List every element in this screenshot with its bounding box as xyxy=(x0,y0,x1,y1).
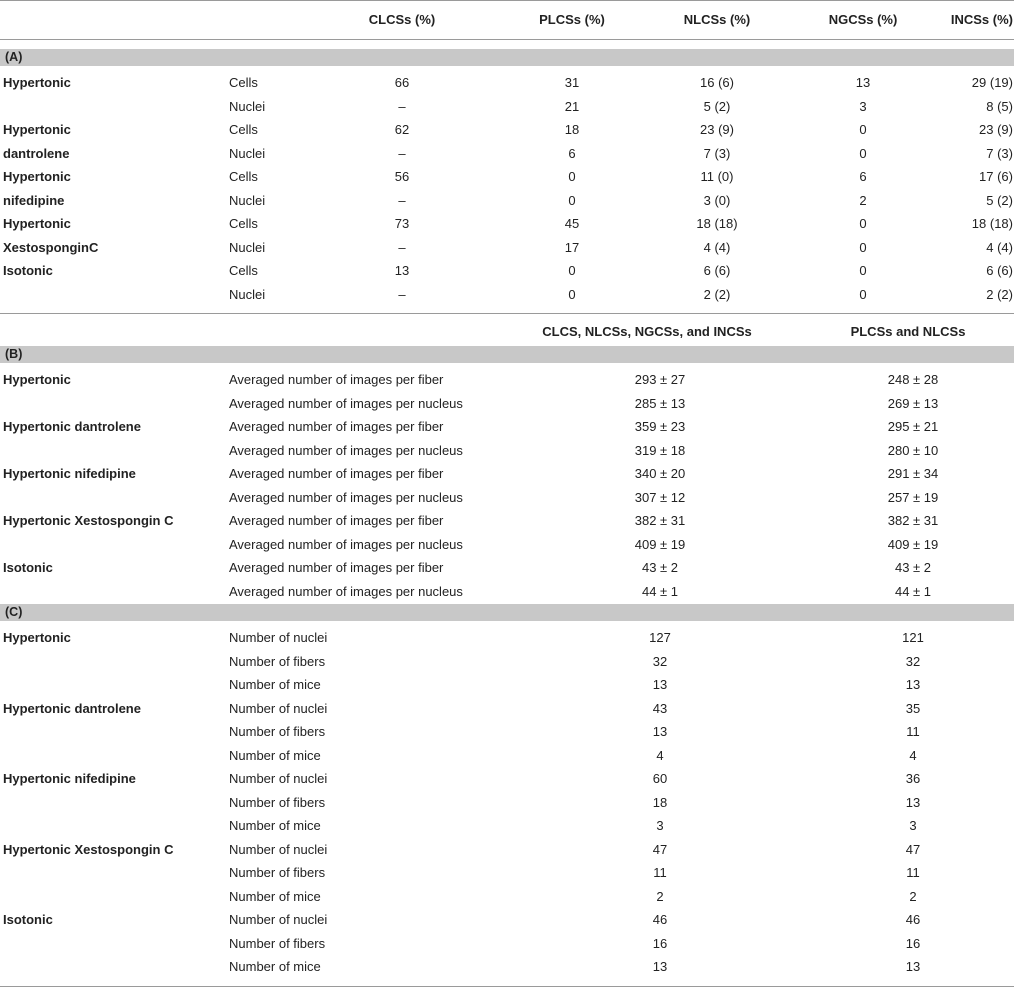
table-cell: 11 xyxy=(906,724,920,739)
table-cell: 409 ± 19 xyxy=(887,536,939,552)
header-b-top-rule xyxy=(0,313,1014,314)
row-desc-label: Number of mice xyxy=(229,818,321,833)
row-type-label: Cells xyxy=(229,122,258,137)
table-cell: 4 xyxy=(909,747,917,763)
table-cell: 2 (2) xyxy=(986,286,1013,302)
header-b-col2: PLCSs and NLCSs xyxy=(850,324,966,339)
row-group-label: Hypertonic xyxy=(3,630,71,645)
header-b-col1: CLCS, NLCSs, NGCSs, and INCSs xyxy=(542,324,752,339)
table-cell: 32 xyxy=(652,653,668,669)
table-cell: 6 (6) xyxy=(986,263,1013,278)
row-desc-label: Number of mice xyxy=(229,888,321,904)
table-cell: 409 ± 19 xyxy=(634,536,686,552)
table-cell: 4 (4) xyxy=(703,239,731,255)
table-cell: 7 (3) xyxy=(703,145,731,161)
table-cell: 21 xyxy=(564,98,580,114)
table-cell: – xyxy=(398,286,406,302)
section-b-label: (B) xyxy=(5,347,23,361)
table-cell: 60 xyxy=(652,771,668,786)
table-cell: 73 xyxy=(394,216,410,231)
table-cell: 127 xyxy=(649,630,671,645)
table-cell: 43 ± 2 xyxy=(894,560,932,575)
row-desc-label: Number of nuclei xyxy=(229,630,328,645)
table-cell: 319 ± 18 xyxy=(634,442,686,458)
table-cell: 47 xyxy=(905,841,921,857)
table-cell: 13 xyxy=(652,724,668,739)
row-type-label: Nuclei xyxy=(229,98,266,114)
section-a-bar xyxy=(0,49,1014,66)
header-a-rule xyxy=(0,39,1014,40)
table-cell: 2 (2) xyxy=(703,286,731,302)
table-cell: 43 xyxy=(652,700,668,716)
row-group-label: XestosponginC xyxy=(3,239,99,255)
section-c-bar xyxy=(0,604,1014,621)
table-cell: 0 xyxy=(568,263,576,278)
table-cell: 121 xyxy=(902,630,924,645)
row-desc-label: Number of fibers xyxy=(229,865,326,880)
table-cell: 0 xyxy=(568,169,576,184)
table-cell: 6 xyxy=(859,169,867,184)
row-desc-label: Averaged number of images per nucleus xyxy=(229,489,463,505)
table-cell: 11 (0) xyxy=(700,169,734,184)
table-cell: 16 xyxy=(652,935,668,951)
table-cell: 43 ± 2 xyxy=(641,560,679,575)
table-cell: 23 (9) xyxy=(979,122,1013,137)
table-cell: 359 ± 23 xyxy=(634,419,686,434)
row-group-label: Hypertonic nifedipine xyxy=(3,466,136,481)
table-cell: 0 xyxy=(568,192,576,208)
table-cell: – xyxy=(398,239,406,255)
row-type-label: Cells xyxy=(229,263,258,278)
header-incs: INCSs (%) xyxy=(950,12,1013,27)
table-cell: 45 xyxy=(564,216,580,231)
table-cell: 3 (0) xyxy=(703,192,731,208)
table-cell: 13 xyxy=(905,794,921,810)
table-cell: 269 ± 13 xyxy=(887,395,939,411)
table-cell: 248 ± 28 xyxy=(887,372,939,387)
table-cell: 6 xyxy=(568,145,576,161)
table-cell: 18 xyxy=(564,122,580,137)
row-desc-label: Averaged number of images per fiber xyxy=(229,419,444,434)
table-cell: 36 xyxy=(905,771,921,786)
table-cell: 0 xyxy=(859,286,867,302)
table-cell: 5 (2) xyxy=(986,192,1013,208)
table-cell: 13 xyxy=(652,677,668,692)
row-type-label: Nuclei xyxy=(229,286,266,302)
row-desc-label: Averaged number of images per nucleus xyxy=(229,442,463,458)
table-cell: 0 xyxy=(859,122,867,137)
table-cell: 13 xyxy=(855,75,871,90)
table-cell: 18 (18) xyxy=(971,216,1013,231)
table-cell: 285 ± 13 xyxy=(634,395,686,411)
table-cell: 0 xyxy=(568,286,576,302)
table-cell: 18 (18) xyxy=(696,216,738,231)
row-type-label: Cells xyxy=(229,75,258,90)
row-type-label: Cells xyxy=(229,216,258,231)
row-type-label: Cells xyxy=(229,169,258,184)
table-cell: 16 (6) xyxy=(700,75,734,90)
row-desc-label: Number of fibers xyxy=(229,935,326,951)
table-cell: 47 xyxy=(652,841,668,857)
section-a-label: (A) xyxy=(5,50,23,64)
row-group-label: dantrolene xyxy=(3,145,70,161)
row-group-label: Hypertonic Xestospongin C xyxy=(3,841,174,857)
table-cell: – xyxy=(398,145,406,161)
table-cell: 56 xyxy=(394,169,410,184)
table-cell: 4 (4) xyxy=(986,239,1013,255)
table-cell: 0 xyxy=(859,263,867,278)
row-desc-label: Number of fibers xyxy=(229,653,326,669)
table-cell: 8 (5) xyxy=(986,98,1013,114)
header-clcs: CLCSs (%) xyxy=(368,12,436,27)
row-desc-label: Number of nuclei xyxy=(229,841,328,857)
row-desc-label: Averaged number of images per fiber xyxy=(229,466,444,481)
row-group-label: Hypertonic nifedipine xyxy=(3,771,136,786)
row-group-label: Hypertonic dantrolene xyxy=(3,700,141,716)
row-group-label: Hypertonic xyxy=(3,372,71,387)
table-cell: 0 xyxy=(859,216,867,231)
table-cell: 35 xyxy=(905,700,921,716)
table-cell: 46 xyxy=(905,912,921,927)
top-rule xyxy=(0,0,1014,1)
table-cell: 11 xyxy=(653,865,667,880)
table-cell: 16 xyxy=(905,935,921,951)
row-group-label: nifedipine xyxy=(3,192,65,208)
table-cell: 17 xyxy=(564,239,580,255)
table-cell: 4 xyxy=(656,747,664,763)
table-cell: 31 xyxy=(564,75,580,90)
table-cell: 13 xyxy=(905,677,921,692)
row-desc-label: Number of nuclei xyxy=(229,771,328,786)
table-cell: 5 (2) xyxy=(703,98,731,114)
table-cell: – xyxy=(398,98,406,114)
row-group-label: Hypertonic Xestospongin C xyxy=(3,513,174,528)
row-type-label: Nuclei xyxy=(229,145,266,161)
row-type-label: Nuclei xyxy=(229,239,266,255)
table-cell: 291 ± 34 xyxy=(887,466,939,481)
row-desc-label: Averaged number of images per nucleus xyxy=(229,395,463,411)
table-cell: 17 (6) xyxy=(979,169,1013,184)
header-plcs: PLCSs (%) xyxy=(539,12,605,27)
row-desc-label: Averaged number of images per fiber xyxy=(229,560,444,575)
row-desc-label: Number of fibers xyxy=(229,724,326,739)
row-desc-label: Averaged number of images per fiber xyxy=(229,513,444,528)
table-cell: 11 xyxy=(906,865,920,880)
table-cell: 307 ± 12 xyxy=(634,489,686,505)
table-cell: – xyxy=(398,192,406,208)
table-cell: 44 ± 1 xyxy=(641,583,679,599)
table-cell: 6 (6) xyxy=(703,263,731,278)
table-cell: 46 xyxy=(652,912,668,927)
row-group-label: Isotonic xyxy=(3,263,53,278)
table-cell: 257 ± 19 xyxy=(887,489,939,505)
table-cell: 44 ± 1 xyxy=(894,583,932,599)
table-cell: 2 xyxy=(859,192,867,208)
section-b-bar xyxy=(0,346,1014,363)
table-cell: 2 xyxy=(656,888,664,904)
table-cell: 13 xyxy=(652,959,668,974)
row-group-label: Hypertonic xyxy=(3,75,71,90)
table-cell: 29 (19) xyxy=(971,75,1013,90)
table-cell: 3 xyxy=(656,818,664,833)
table-cell: 0 xyxy=(859,145,867,161)
header-ngcs: NGCSs (%) xyxy=(828,12,898,27)
row-group-label: Isotonic xyxy=(3,560,53,575)
row-desc-label: Number of mice xyxy=(229,747,321,763)
row-desc-label: Number of fibers xyxy=(229,794,326,810)
bottom-rule xyxy=(0,986,1014,987)
table-cell: 2 xyxy=(909,888,917,904)
row-group-label: Hypertonic dantrolene xyxy=(3,419,141,434)
row-group-label: Hypertonic xyxy=(3,122,71,137)
row-group-label: Hypertonic xyxy=(3,216,71,231)
row-group-label: Isotonic xyxy=(3,912,53,927)
row-desc-label: Averaged number of images per nucleus xyxy=(229,583,463,599)
table-cell: 295 ± 21 xyxy=(887,419,939,434)
row-desc-label: Number of mice xyxy=(229,677,321,692)
table-cell: 7 (3) xyxy=(986,145,1013,161)
table-cell: 340 ± 20 xyxy=(634,466,686,481)
table-cell: 13 xyxy=(394,263,410,278)
row-type-label: Nuclei xyxy=(229,192,266,208)
section-c-label: (C) xyxy=(5,605,23,619)
row-desc-label: Averaged number of images per nucleus xyxy=(229,536,463,552)
row-desc-label: Number of nuclei xyxy=(229,700,328,716)
table-cell: 13 xyxy=(905,959,921,974)
table-cell: 66 xyxy=(394,75,410,90)
table-cell: 32 xyxy=(905,653,921,669)
table-cell: 18 xyxy=(652,794,668,810)
table-cell: 3 xyxy=(909,818,917,833)
table-cell: 382 ± 31 xyxy=(887,513,939,528)
table-cell: 382 ± 31 xyxy=(634,513,686,528)
row-desc-label: Averaged number of images per fiber xyxy=(229,372,444,387)
header-nlcs: NLCSs (%) xyxy=(683,12,751,27)
table-cell: 0 xyxy=(859,239,867,255)
row-desc-label: Number of mice xyxy=(229,959,321,974)
row-group-label: Hypertonic xyxy=(3,169,71,184)
table-cell: 62 xyxy=(394,122,410,137)
table-cell: 293 ± 27 xyxy=(634,372,686,387)
table-cell: 23 (9) xyxy=(700,122,734,137)
row-desc-label: Number of nuclei xyxy=(229,912,328,927)
table-cell: 3 xyxy=(859,98,867,114)
table-cell: 280 ± 10 xyxy=(887,442,939,458)
